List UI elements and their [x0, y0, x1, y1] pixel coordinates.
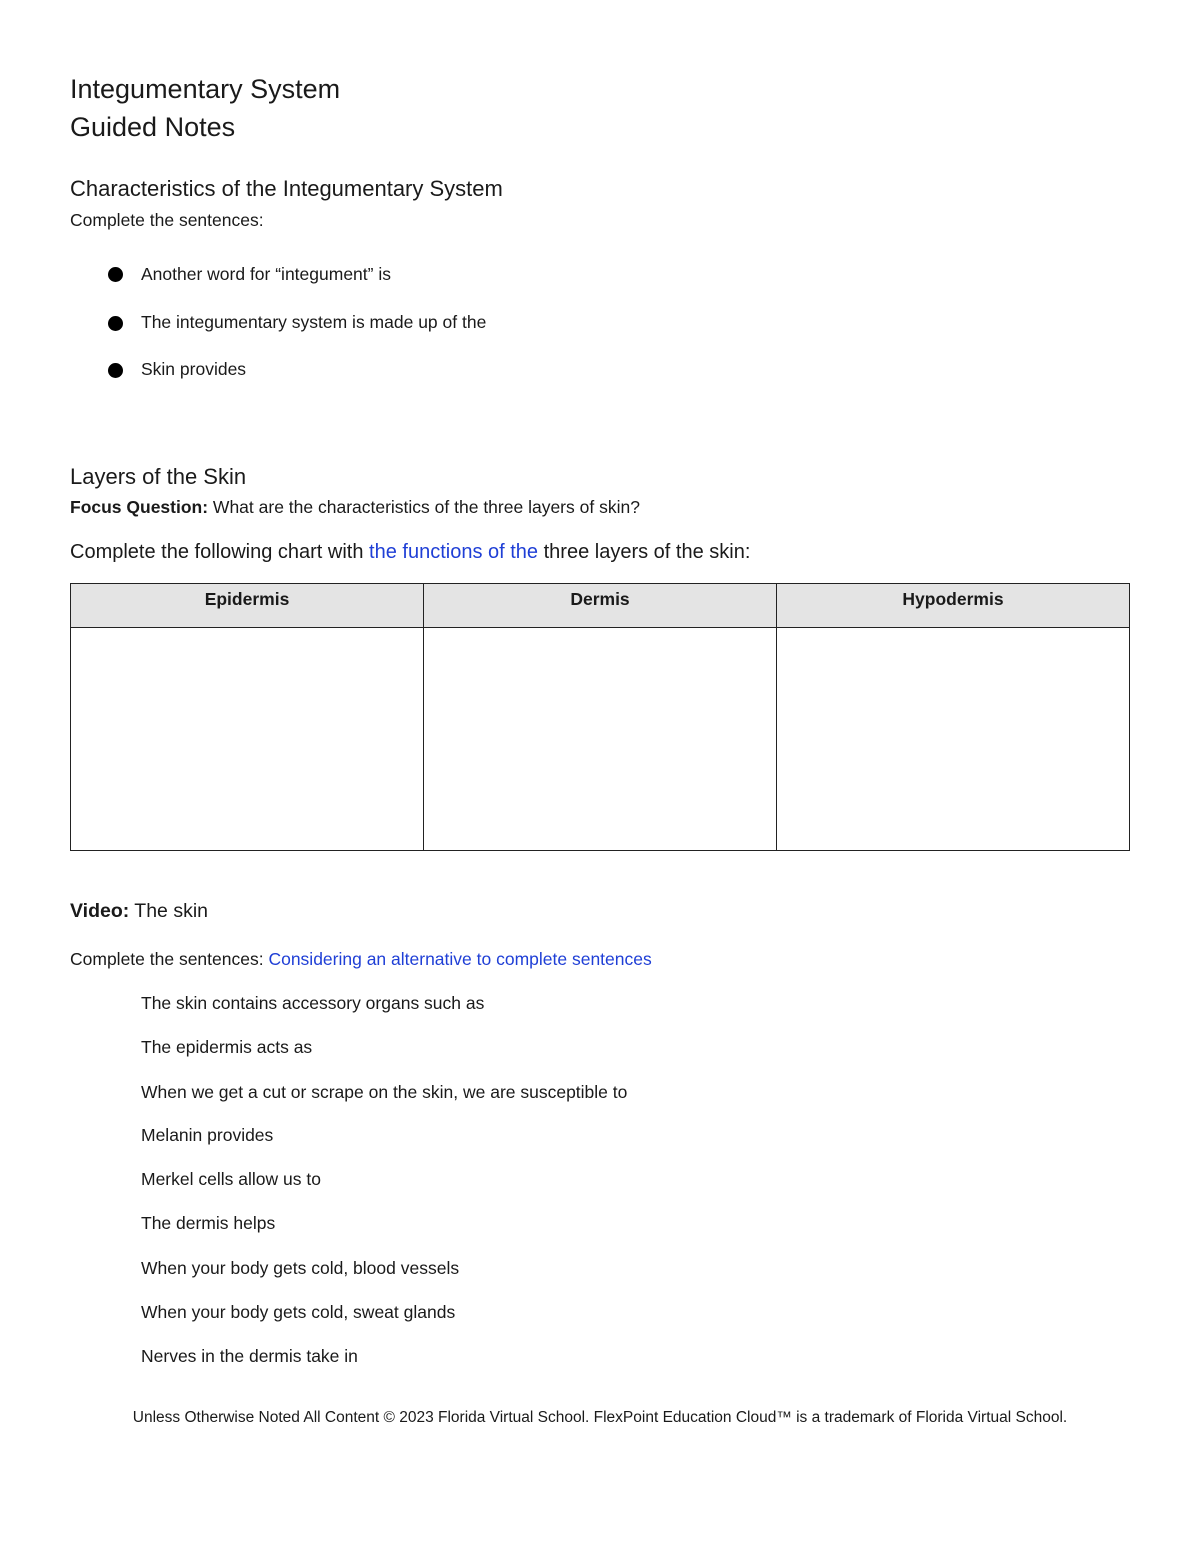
column-header-hypodermis: Hypodermis — [777, 584, 1130, 628]
chart-prompt — [70, 541, 750, 564]
video-instruction-text: Complete the sentences: — [70, 949, 269, 969]
chart-header-row — [71, 584, 1130, 628]
characteristics-instruction: Complete the sentences: — [70, 210, 264, 230]
sentence-item: The epidermis acts as — [141, 1037, 313, 1057]
sentence-item: Melanin provides — [141, 1125, 274, 1145]
epidermis-answer-cell[interactable] — [71, 628, 424, 851]
sentence-item: When your body gets cold, sweat glands — [141, 1302, 456, 1322]
focus-label: Focus Question: — [70, 497, 209, 517]
hypodermis-answer-cell[interactable] — [777, 628, 1130, 851]
page-subtitle: Guided Notes — [70, 112, 236, 142]
dermis-answer-cell[interactable] — [424, 628, 777, 851]
skin-layers-chart — [70, 583, 1130, 851]
focus-text: What are the characteristics of the three layers of skin? — [208, 497, 640, 517]
sentence-item: When we get a cut or scrape on the skin, we are susceptible to — [141, 1082, 628, 1102]
sentence-item: Nerves in the dermis take in — [141, 1346, 358, 1366]
alternative-link[interactable]: Considering an alternative to complete sentences — [268, 949, 652, 969]
copyright-footer: Unless Otherwise Noted All Content © 2023 Florida Virtual School. FlexPoint Education Cloud™ is a trademark of Florida Virtual School. — [132, 1409, 1068, 1426]
video-label: Video: — [70, 900, 130, 922]
sentence-item: The skin contains accessory organs such as — [141, 993, 485, 1013]
bullet-icon — [108, 316, 123, 331]
sentence-item: Merkel cells allow us to — [141, 1169, 321, 1189]
video-title: The skin — [129, 900, 208, 922]
chart-prompt-link[interactable]: the functions of the — [369, 541, 539, 563]
focus-question — [70, 497, 640, 518]
bullet-item: Another word for “integument” is — [141, 264, 391, 284]
bullet-item: The integumentary system is made up of the — [141, 312, 487, 332]
video-instruction — [70, 949, 652, 970]
page-title: Integumentary System — [70, 74, 341, 104]
sentence-item: When your body gets cold, blood vessels — [141, 1258, 460, 1278]
video-heading — [70, 900, 208, 923]
sentence-item: The dermis helps — [141, 1213, 276, 1233]
bullet-item: Skin provides — [141, 359, 247, 379]
chart-prompt-post: three layers of the skin: — [538, 541, 751, 563]
bullet-icon — [108, 267, 123, 282]
chart-answer-row — [71, 628, 1130, 851]
chart-prompt-pre: Complete the following chart with — [70, 541, 370, 563]
column-header-dermis: Dermis — [424, 584, 777, 628]
bullet-icon — [108, 363, 123, 378]
layers-heading: Layers of the Skin — [70, 464, 247, 489]
characteristics-heading: Characteristics of the Integumentary System — [70, 176, 503, 201]
column-header-epidermis: Epidermis — [71, 584, 424, 628]
